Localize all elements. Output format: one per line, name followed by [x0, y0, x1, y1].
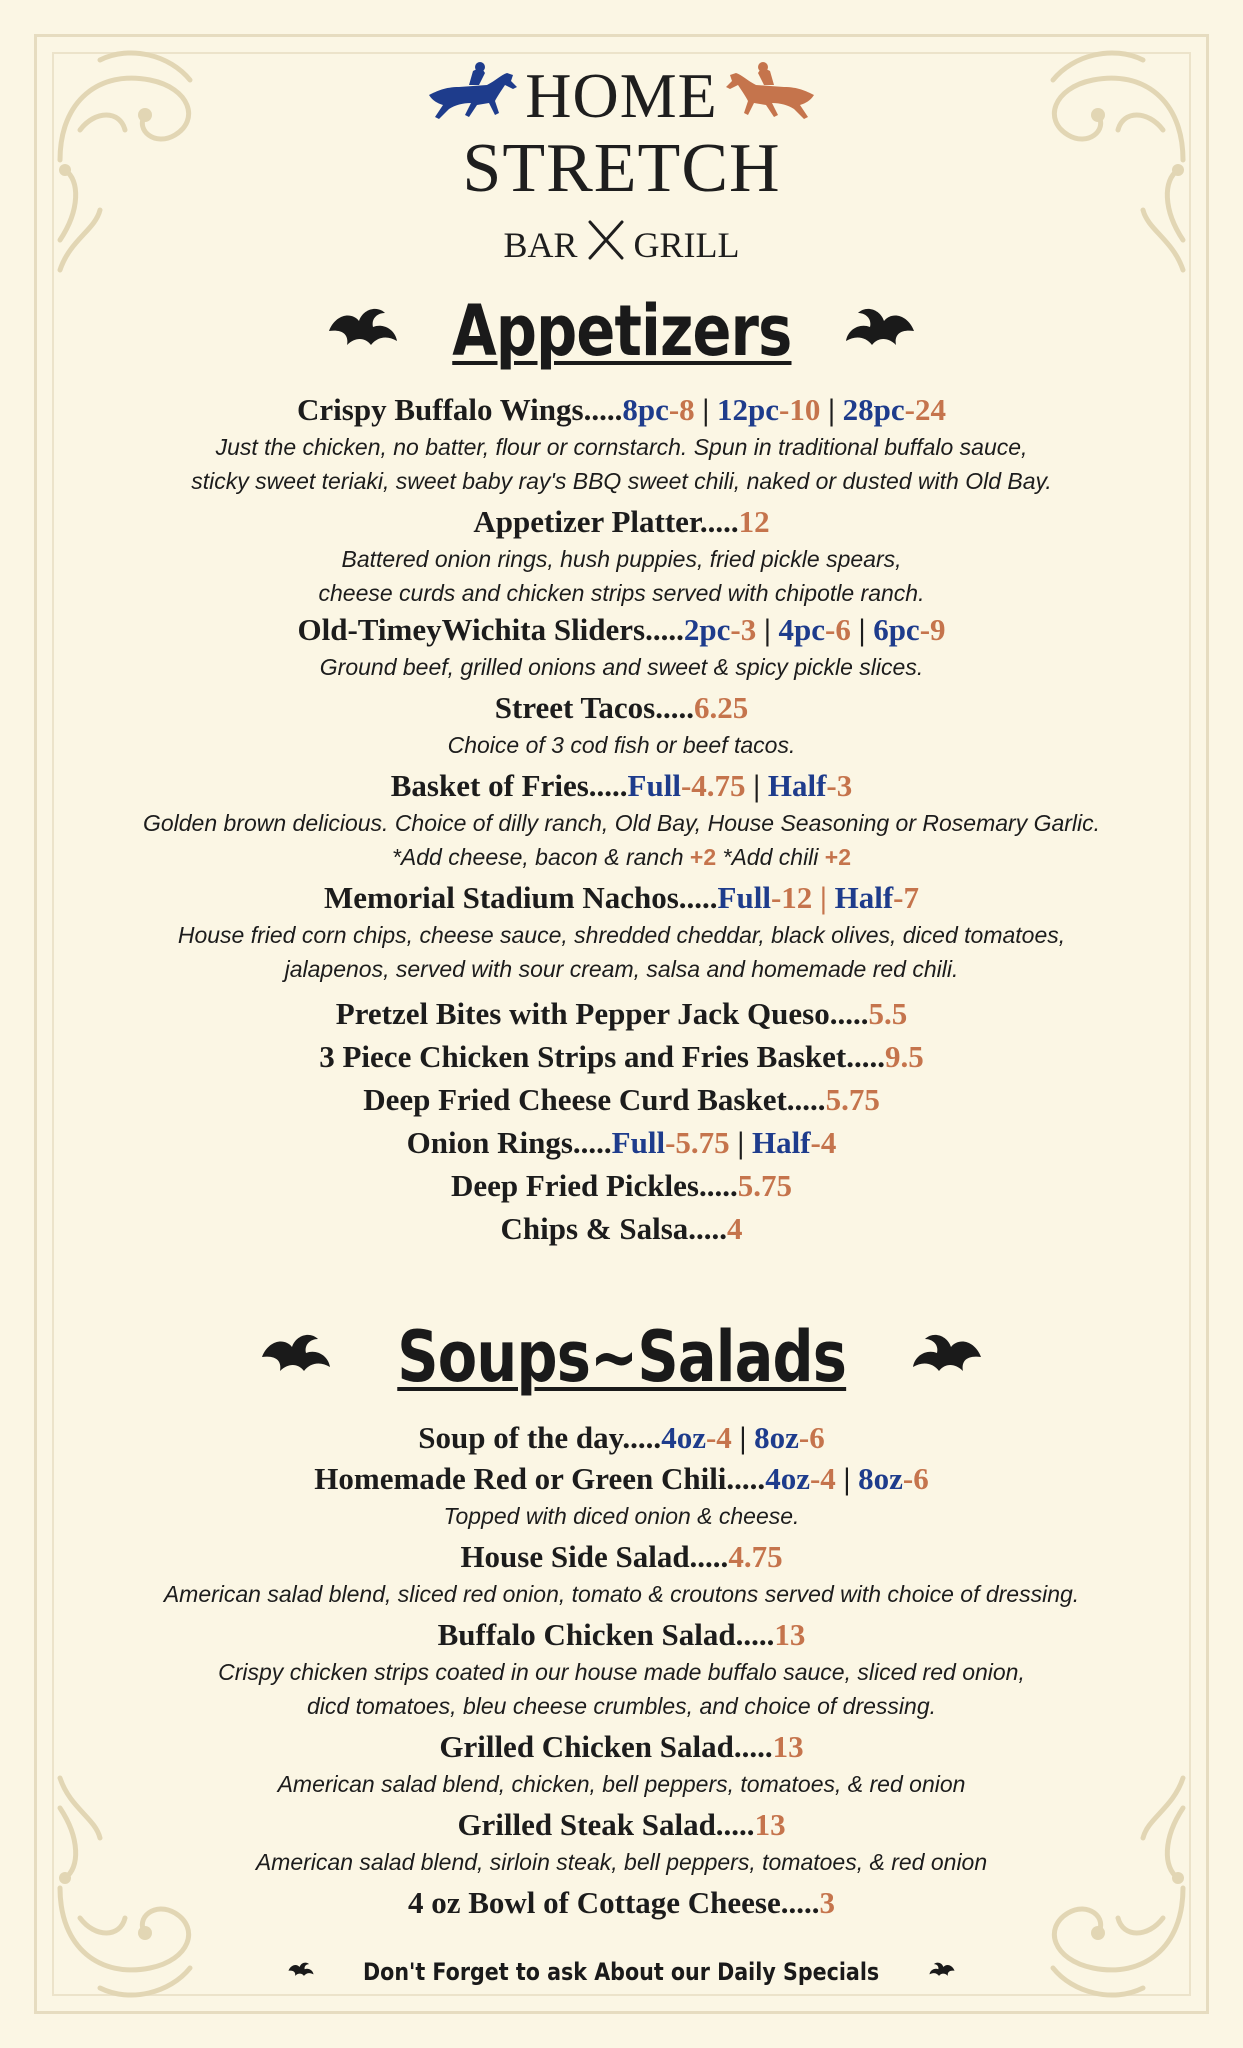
menu-item-wings: Crispy Buffalo Wings.....8pc-8 | 12pc-10 | 28pc-24 — [297, 392, 946, 427]
logo — [0, 60, 1243, 271]
item-addons: *Add cheese, bacon & ranch +2 *Add chili +2 — [391, 844, 852, 870]
appetizers-list — [60, 390, 1183, 1250]
menu-item-fries: Basket of Fries.....Full-4.75 | Half-3 — [390, 768, 853, 803]
item-description: House fried corn chips, cheese sauce, shredded cheddar, black olives, diced tomatoes, — [177, 922, 1066, 948]
menu-item-steak-salad: Grilled Steak Salad.....13 — [457, 1807, 786, 1842]
horse-rider-icon — [722, 61, 818, 132]
flourish-icon — [909, 1327, 985, 1388]
logo-bar: BAR — [503, 224, 578, 265]
menu-item-strips: 3 Piece Chicken Strips and Fries Basket.....9.5 — [319, 1039, 924, 1074]
item-description: Ground beef, grilled onions and sweet & spicy pickle slices. — [319, 654, 924, 680]
menu-item-cottage-cheese: 4 oz Bowl of Cottage Cheese.....3 — [407, 1885, 836, 1920]
menu-item-tacos: Street Tacos.....6.25 — [494, 690, 749, 725]
flourish-icon — [325, 301, 401, 362]
menu-item-rings: Onion Rings.....Full-5.75 | Half-4 — [406, 1125, 837, 1160]
item-description: Just the chicken, no batter, flour or cornstarch. Spun in traditional buffalo sauce, — [215, 434, 1028, 460]
appetizers-title: Appetizers — [451, 290, 792, 372]
logo-grill: GRILL — [633, 224, 740, 265]
flourish-icon — [287, 1959, 315, 1986]
footer-text: Don't Forget to ask About our Daily Specials — [363, 1958, 880, 1986]
item-description: Topped with diced onion & cheese. — [443, 1503, 800, 1529]
footer-note — [0, 1958, 1243, 1986]
item-description: Crispy chicken strips coated in our house made buffalo sauce, sliced red onion, — [218, 1659, 1025, 1685]
crossed-utensils-icon — [586, 218, 626, 271]
logo-line2: STRETCH — [462, 130, 781, 207]
menu-item-chili: Homemade Red or Green Chili.....4oz-4 | 8oz-6 — [314, 1461, 929, 1496]
menu-item-nachos: Memorial Stadium Nachos.....Full-12 | Half-7 — [324, 880, 919, 915]
horse-rider-icon — [425, 61, 521, 132]
item-description: jalapenos, served with sour cream, salsa and homemade red chili. — [284, 956, 959, 982]
logo-line1: HOME — [525, 60, 718, 131]
flourish-icon — [928, 1959, 956, 1986]
menu-item-curds: Deep Fried Cheese Curd Basket.....5.75 — [363, 1082, 880, 1117]
soups-list — [60, 1416, 1183, 1923]
item-description: sticky sweet teriaki, sweet baby ray's BBQ sweet chili, naked or dusted with Old Bay. — [191, 468, 1052, 494]
menu-item-pickles: Deep Fried Pickles.....5.75 — [451, 1168, 792, 1203]
item-description: Battered onion rings, hush puppies, fried pickle spears, — [341, 546, 902, 572]
item-description: American salad blend, sliced red onion, tomato & croutons served with choice of dressing. — [163, 1581, 1080, 1607]
menu-item-buffalo-salad: Buffalo Chicken Salad.....13 — [437, 1617, 806, 1652]
item-description: Choice of 3 cod fish or beef tacos. — [447, 732, 796, 758]
item-description: Golden brown delicious. Choice of dilly ranch, Old Bay, House Seasoning or Rosemary Garlic. — [142, 810, 1101, 836]
appetizers-heading — [0, 290, 1243, 372]
menu-item-pretzel: Pretzel Bites with Pepper Jack Queso.....5.5 — [335, 996, 908, 1031]
flourish-icon — [258, 1327, 334, 1388]
soups-title: Soups~Salads — [397, 1316, 846, 1398]
item-description: American salad blend, chicken, bell peppers, tomatoes, & red onion — [277, 1771, 966, 1797]
menu-item-chips: Chips & Salsa.....4 — [500, 1211, 743, 1246]
flourish-icon — [842, 301, 918, 362]
item-description: dicd tomatoes, bleu cheese crumbles, and choice of dressing. — [306, 1693, 937, 1719]
menu-item-grilled-chicken-salad: Grilled Chicken Salad.....13 — [439, 1729, 804, 1764]
menu-item-sliders: Old-TimeyWichita Sliders.....2pc-3 | 4pc-6 | 6pc-9 — [297, 612, 946, 647]
item-description: cheese curds and chicken strips served with chipotle ranch. — [318, 580, 925, 606]
item-description: American salad blend, sirloin steak, bell peppers, tomatoes, & red onion — [255, 1849, 988, 1875]
menu-item-soup: Soup of the day.....4oz-4 | 8oz-6 — [418, 1420, 825, 1455]
menu-item-platter: Appetizer Platter.....12 — [473, 504, 770, 539]
menu-item-side-salad: House Side Salad.....4.75 — [460, 1539, 783, 1574]
soups-heading — [0, 1316, 1243, 1398]
